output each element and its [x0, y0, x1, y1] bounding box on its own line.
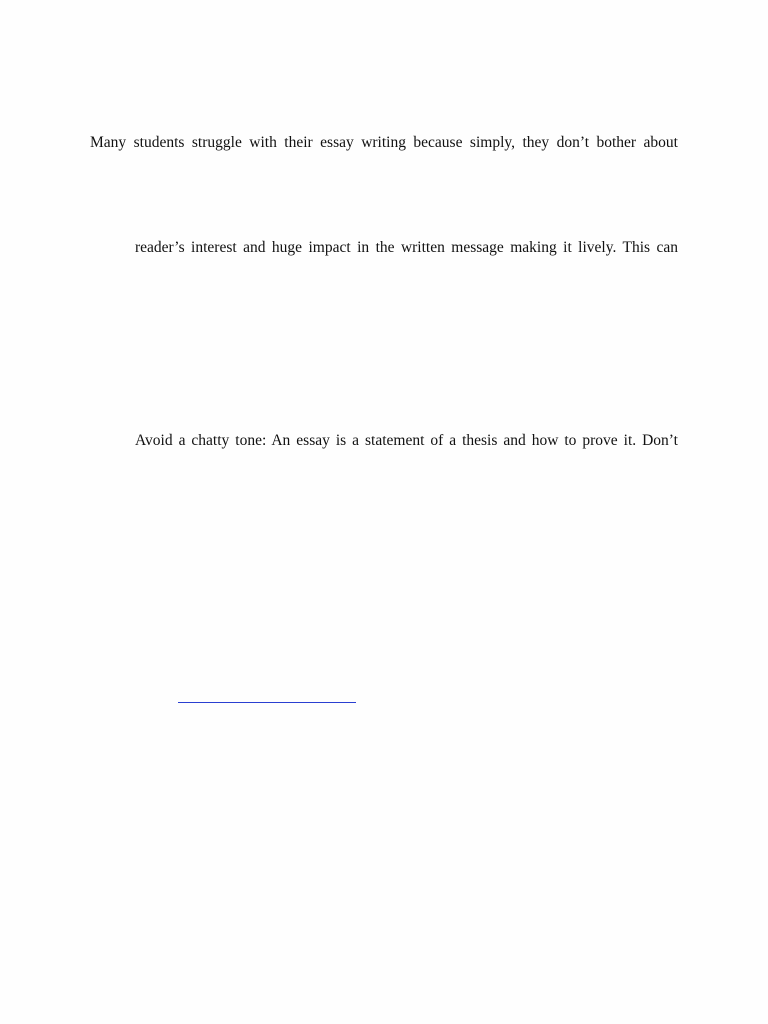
- paragraph-line-1: Many students struggle with their essay writing because simply, they don’t bother about: [90, 134, 678, 151]
- paragraph-line-3: Avoid a chatty tone: An essay is a statement of a thesis and how to prove it. Don’t: [135, 432, 678, 449]
- hyperlink-underline[interactable]: [178, 702, 356, 703]
- paragraph-line-2: reader’s interest and huge impact in the written message making it lively. This can: [135, 239, 678, 256]
